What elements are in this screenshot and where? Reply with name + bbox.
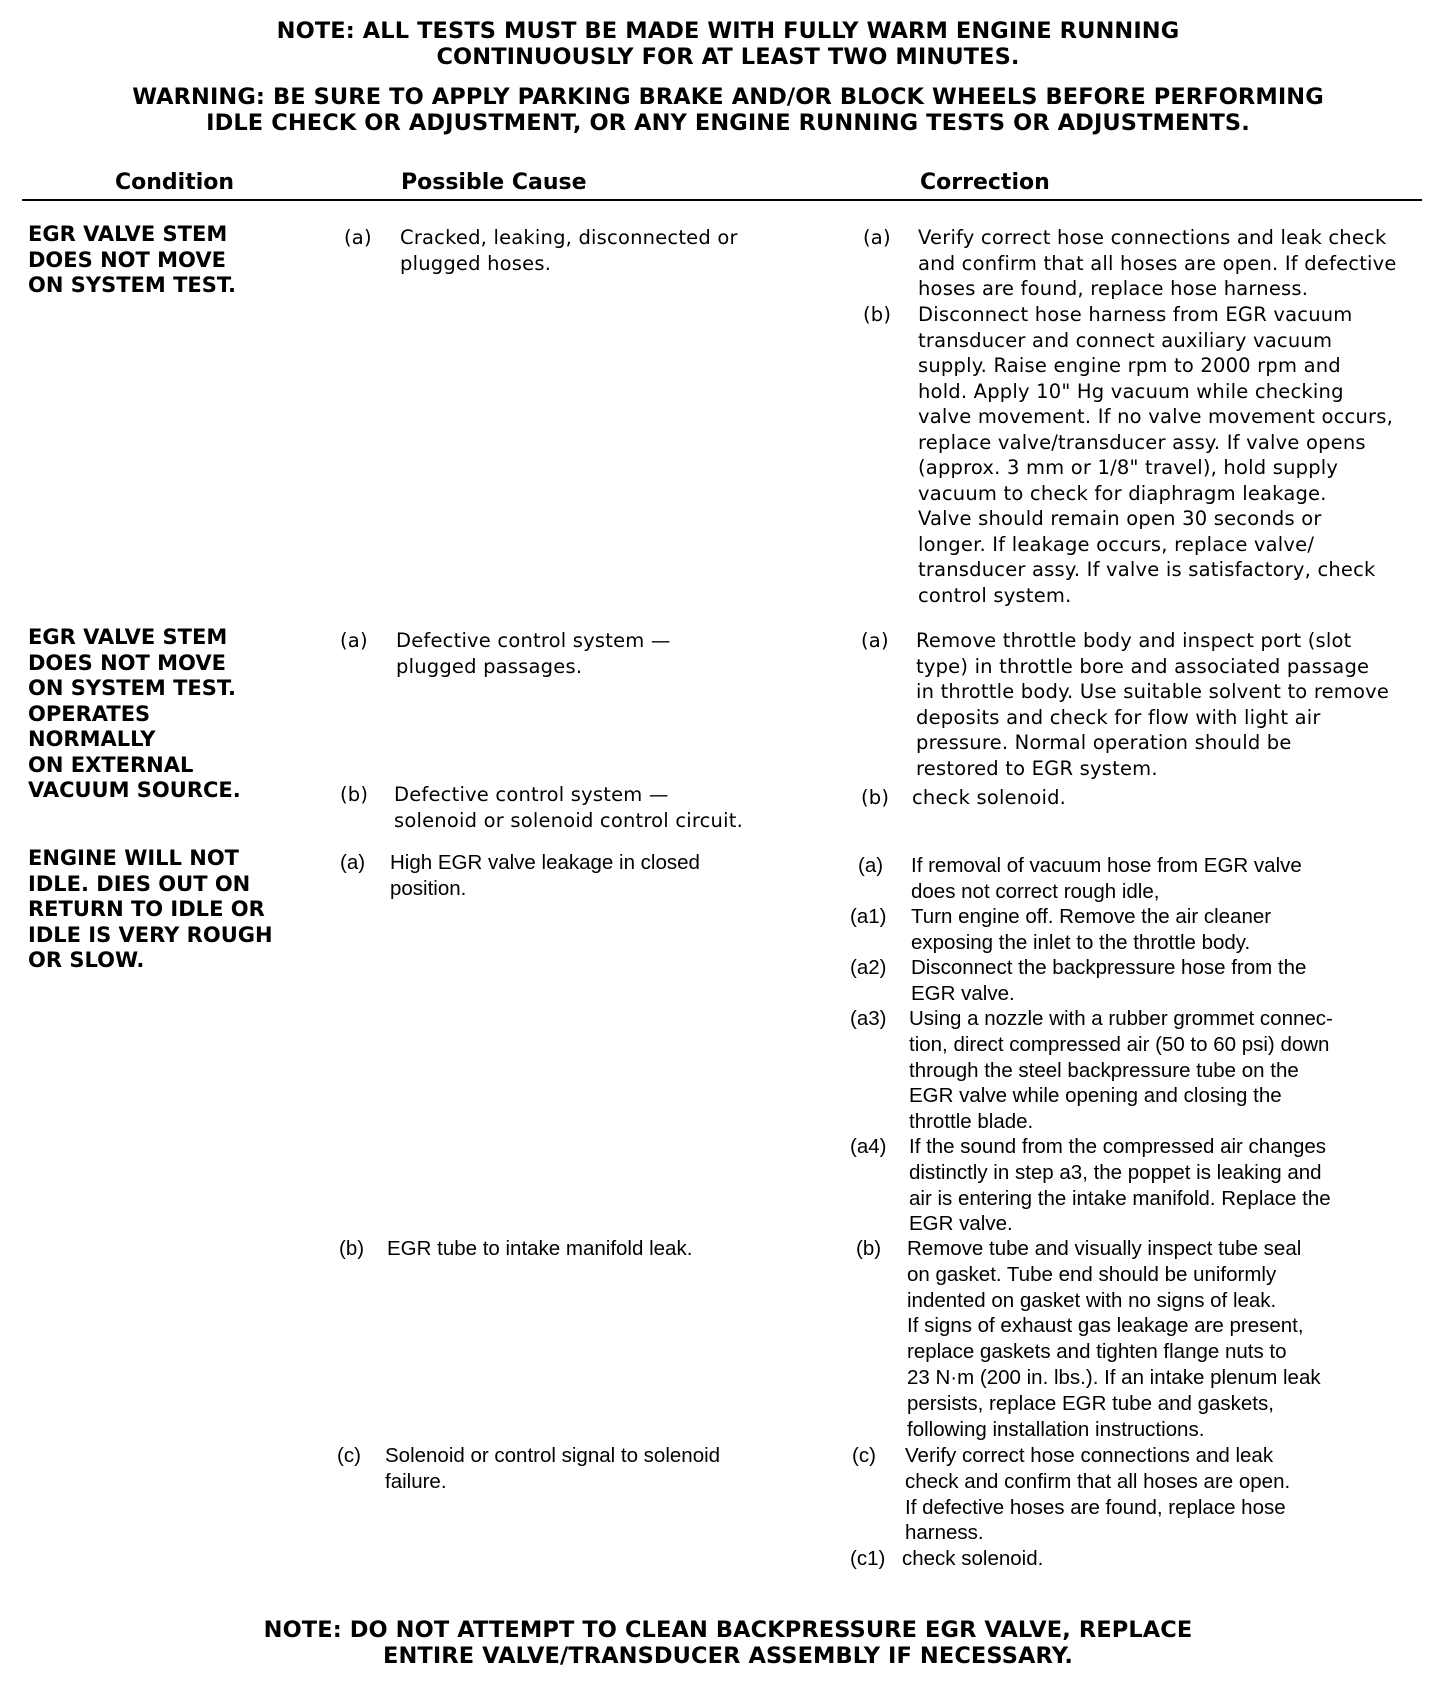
- correction-line: following installation instructions.: [907, 1417, 1205, 1441]
- correction-text: [909, 1134, 1331, 1237]
- note-bottom: [0, 1617, 1456, 1669]
- condition-line: DOES NOT MOVE: [28, 247, 226, 272]
- cause-line: High EGR valve leakage in closed: [390, 851, 700, 874]
- cause-text: [385, 1443, 720, 1495]
- cause-label: (b): [339, 1237, 365, 1260]
- cause-line: Defective control system —: [396, 629, 671, 652]
- cause-line: plugged passages.: [396, 654, 583, 678]
- cause-line: EGR tube to intake manifold leak.: [387, 1237, 693, 1260]
- correction-line: hold. Apply 10" Hg vacuum while checking: [918, 379, 1344, 403]
- cause-text: [387, 1236, 692, 1262]
- cause-text: [396, 628, 671, 679]
- correction-line: in throttle body. Use suitable solvent to remove: [916, 680, 1390, 703]
- condition-line: RETURN TO IDLE OR: [28, 897, 265, 921]
- header-possible-cause: Possible Cause: [401, 170, 587, 195]
- correction-line: longer. If leakage occurs, replace valve/: [918, 532, 1315, 556]
- correction-line: If defective hoses are found, replace hose: [905, 1495, 1286, 1519]
- header-rule: [22, 199, 1422, 201]
- header-correction: Correction: [920, 170, 1050, 195]
- note-line: NOTE: ALL TESTS MUST BE MADE WITH FULLY WARM ENGINE RUNNING: [276, 18, 1180, 44]
- cause-line: failure.: [385, 1469, 447, 1493]
- correction-line: Verify correct hose connections and leak check: [918, 226, 1387, 249]
- condition-line: OPERATES: [28, 701, 151, 726]
- correction-label: (a2): [850, 956, 887, 979]
- condition-line: ON EXTERNAL: [28, 752, 194, 777]
- cause-line: Cracked, leaking, disconnected or: [400, 226, 738, 249]
- correction-text: [916, 628, 1389, 781]
- condition-line: ON SYSTEM TEST.: [28, 273, 236, 297]
- correction-line: EGR valve while opening and closing the: [909, 1084, 1282, 1108]
- condition-line: ENGINE WILL NOT: [28, 846, 240, 870]
- note-line: NOTE: DO NOT ATTEMPT TO CLEAN BACKPRESSURE EGR VALVE, REPLACE: [263, 1617, 1193, 1643]
- correction-label: (c): [852, 1444, 876, 1467]
- correction-text: [911, 955, 1306, 1007]
- correction-line: transducer assy. If valve is satisfactory, check: [918, 558, 1376, 581]
- warning-line: IDLE CHECK OR ADJUSTMENT, OR ANY ENGINE RUNNING TESTS OR ADJUSTMENTS.: [206, 110, 1250, 136]
- correction-line: check solenoid.: [912, 786, 1067, 809]
- correction-line: restored to EGR system.: [916, 756, 1158, 780]
- correction-line: 23 N·m (200 in. lbs.). If an intake plenum leak: [907, 1365, 1321, 1389]
- condition-line: VACUUM SOURCE.: [28, 778, 241, 802]
- cause-text: [400, 225, 738, 276]
- correction-text: [907, 1236, 1321, 1442]
- condition-line: OR SLOW.: [28, 948, 145, 972]
- correction-line: air is entering the intake manifold. Replace the: [909, 1186, 1331, 1210]
- cause-label: (a): [340, 629, 368, 652]
- correction-text: [911, 904, 1271, 956]
- correction-label: (a): [861, 629, 889, 652]
- correction-text: [918, 225, 1397, 302]
- row2-condition: [28, 625, 241, 804]
- correction-line: Turn engine off. Remove the air cleaner: [911, 905, 1272, 928]
- cause-line: position.: [390, 876, 467, 900]
- cause-text: [394, 782, 743, 833]
- condition-line: NORMALLY: [28, 727, 156, 751]
- correction-line: replace gaskets and tighten flange nuts to: [907, 1340, 1287, 1364]
- correction-line: If the sound from the compressed air changes: [909, 1135, 1327, 1158]
- correction-label: (b): [863, 303, 892, 326]
- correction-text: [912, 785, 1066, 811]
- row3-condition: [28, 846, 273, 974]
- correction-line: If removal of vacuum hose from EGR valve: [911, 854, 1302, 877]
- correction-line: distinctly in step a3, the poppet is leaking and: [909, 1160, 1322, 1184]
- correction-line: indented on gasket with no signs of leak.: [907, 1288, 1277, 1312]
- correction-label: (a): [863, 226, 891, 249]
- cause-line: Solenoid or control signal to solenoid: [385, 1444, 721, 1467]
- condition-line: EGR VALVE STEM: [28, 222, 228, 246]
- correction-line: through the steel backpressure tube on the: [909, 1058, 1299, 1082]
- correction-line: Remove throttle body and inspect port (slot: [916, 629, 1352, 652]
- correction-label: (b): [856, 1237, 882, 1260]
- correction-text: [911, 853, 1302, 905]
- condition-line: EGR VALVE STEM: [28, 625, 228, 649]
- condition-line: DOES NOT MOVE: [28, 650, 226, 675]
- correction-line: throttle blade.: [909, 1110, 1034, 1134]
- correction-line: Disconnect the backpressure hose from the: [911, 956, 1307, 979]
- cause-line: Defective control system —: [394, 783, 669, 806]
- note-line: ENTIRE VALVE/TRANSDUCER ASSEMBLY IF NECESSARY.: [382, 1643, 1074, 1669]
- cause-line: solenoid or solenoid control circuit.: [394, 808, 743, 832]
- correction-line: harness.: [905, 1521, 984, 1545]
- correction-line: type) in throttle bore and associated passage: [916, 654, 1370, 678]
- correction-text: [902, 1546, 1043, 1572]
- correction-line: exposing the inlet to the throttle body.: [911, 930, 1251, 954]
- correction-line: Disconnect hose harness from EGR vacuum: [918, 303, 1353, 326]
- correction-line: Valve should remain open 30 seconds or: [918, 507, 1322, 530]
- correction-line: hoses are found, replace hose harness.: [918, 277, 1309, 300]
- correction-line: EGR valve.: [909, 1212, 1013, 1236]
- correction-label: (a4): [850, 1135, 887, 1158]
- correction-line: deposits and check for flow with light air: [916, 705, 1321, 729]
- condition-line: IDLE. DIES OUT ON: [28, 871, 251, 896]
- correction-line: transducer and connect auxiliary vacuum: [918, 328, 1333, 352]
- warning-note: [0, 84, 1456, 136]
- correction-line: EGR valve.: [911, 981, 1015, 1005]
- correction-line: valve movement. If no valve movement occurs,: [918, 405, 1394, 428]
- correction-line: does not correct rough idle,: [911, 879, 1160, 903]
- correction-line: tion, direct compressed air (50 to 60 psi) down: [909, 1032, 1330, 1056]
- correction-label: (a3): [850, 1007, 887, 1030]
- correction-line: vacuum to check for diaphragm leakage.: [918, 481, 1327, 505]
- cause-text: [390, 850, 700, 902]
- correction-label: (a1): [850, 905, 887, 928]
- correction-text: [909, 1006, 1333, 1135]
- cause-line: plugged hoses.: [400, 251, 552, 275]
- correction-line: on gasket. Tube end should be uniformly: [907, 1262, 1277, 1286]
- correction-line: control system.: [918, 583, 1072, 607]
- correction-label: (a): [858, 854, 884, 877]
- correction-line: (approx. 3 mm or 1/8" travel), hold supply: [918, 456, 1339, 479]
- correction-line: Using a nozzle with a rubber grommet connec-: [909, 1007, 1333, 1030]
- correction-line: Remove tube and visually inspect tube seal: [907, 1237, 1302, 1260]
- cause-label: (c): [337, 1444, 361, 1467]
- correction-text: [918, 302, 1393, 608]
- cause-label: (b): [340, 783, 369, 806]
- correction-line: check and confirm that all hoses are open.: [905, 1469, 1291, 1493]
- correction-line: supply. Raise engine rpm to 2000 rpm and: [918, 354, 1341, 377]
- correction-text: [905, 1443, 1290, 1546]
- correction-line: replace valve/transducer assy. If valve opens: [918, 430, 1366, 454]
- note-top: [0, 18, 1456, 70]
- cause-label: (a): [340, 851, 366, 874]
- correction-line: persists, replace EGR tube and gaskets,: [907, 1391, 1274, 1415]
- cause-label: (a): [344, 226, 372, 249]
- warning-line: WARNING: BE SURE TO APPLY PARKING BRAKE AND/OR BLOCK WHEELS BEFORE PERFORMING: [132, 84, 1324, 110]
- row1-condition: [28, 222, 236, 299]
- correction-line: pressure. Normal operation should be: [916, 731, 1292, 754]
- condition-line: ON SYSTEM TEST.: [28, 676, 236, 700]
- header-condition: Condition: [115, 170, 235, 195]
- note-line: CONTINUOUSLY FOR AT LEAST TWO MINUTES.: [436, 44, 1020, 70]
- correction-line: If signs of exhaust gas leakage are present,: [907, 1314, 1304, 1338]
- correction-line: Verify correct hose connections and leak: [905, 1444, 1274, 1467]
- condition-line: IDLE IS VERY ROUGH: [28, 922, 273, 947]
- correction-line: and confirm that all hoses are open. If defective: [918, 251, 1397, 275]
- correction-label: (b): [861, 786, 890, 809]
- correction-label: (c1): [850, 1547, 886, 1570]
- correction-line: check solenoid.: [902, 1547, 1044, 1570]
